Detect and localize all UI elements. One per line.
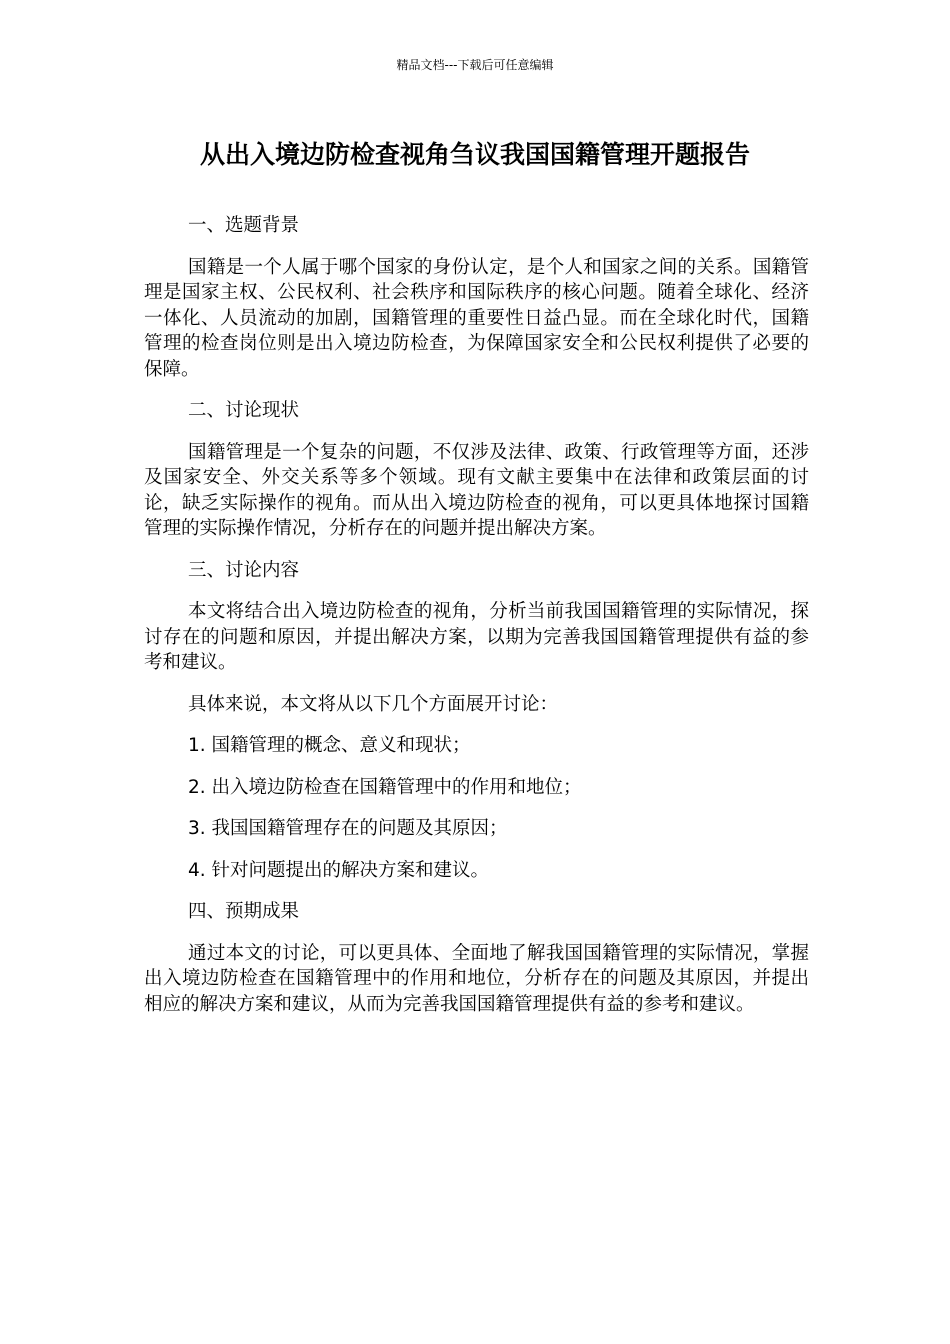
list-item: 4. 针对问题提出的解决方案和建议。: [188, 859, 490, 881]
document-title: 从出入境边防检查视角刍议我国国籍管理开题报告: [199, 140, 750, 169]
section-heading-background: 一、选题背景: [188, 215, 300, 236]
section-paragraph: 通过本文的讨论，可以更具体、全面地了解我国国籍管理的实际情况，掌握出入境边防检查在国籍管理中的作用和地位，分析存在的问题及其原因，并提出相应的解决方案和建议，从而为完善我国国籍管理提供有益的参考和建议。: [144, 942, 809, 1015]
section-heading-content: 三、讨论内容: [188, 559, 300, 581]
section-heading-outcomes: 四、预期成果: [188, 901, 300, 922]
list-item: 3. 我国国籍管理存在的问题及其原因；: [188, 818, 508, 839]
list-item: 1. 国籍管理的概念、意义和现状；: [188, 735, 471, 756]
list-intro: 具体来说，本文将从以下几个方面展开讨论：: [188, 693, 559, 715]
section-paragraph: 本文将结合出入境边防检查的视角，分析当前我国国籍管理的实际情况，探讨存在的问题和原因，并提出解决方案，以期为完善我国国籍管理提供有益的参考和建议。: [144, 601, 809, 673]
section-paragraph: 国籍是一个人属于哪个国家的身份认定，是个人和国家之间的关系。国籍管理是国家主权、公民权利、社会秩序和国际秩序的核心问题。随着全球化、经济一体化、人员流动的加剧，国籍管理的重要性日益凸显。而在全球化时代，国籍管理的检查岗位则是出入境边防检查，为保障国家安全和公民权利提供了必要的保障。: [144, 256, 809, 380]
section-paragraph: 国籍管理是一个复杂的问题，不仅涉及法律、政策、行政管理等方面，还涉及国家安全、外交关系等多个领域。现有文献主要集中在法律和政策层面的讨论，缺乏实际操作的视角。而从出入境边防检查的视角，可以更具体地探讨国籍管理的实际操作情况，分析存在的问题并提出解决方案。: [144, 441, 809, 539]
section-heading-status: 二、讨论现状: [188, 400, 300, 421]
document-body: [144, 213, 809, 1033]
list-item: 2. 出入境边防检查在国籍管理中的作用和地位；: [188, 776, 582, 798]
header-note: 精品文档---下载后可任意编辑: [396, 58, 554, 72]
